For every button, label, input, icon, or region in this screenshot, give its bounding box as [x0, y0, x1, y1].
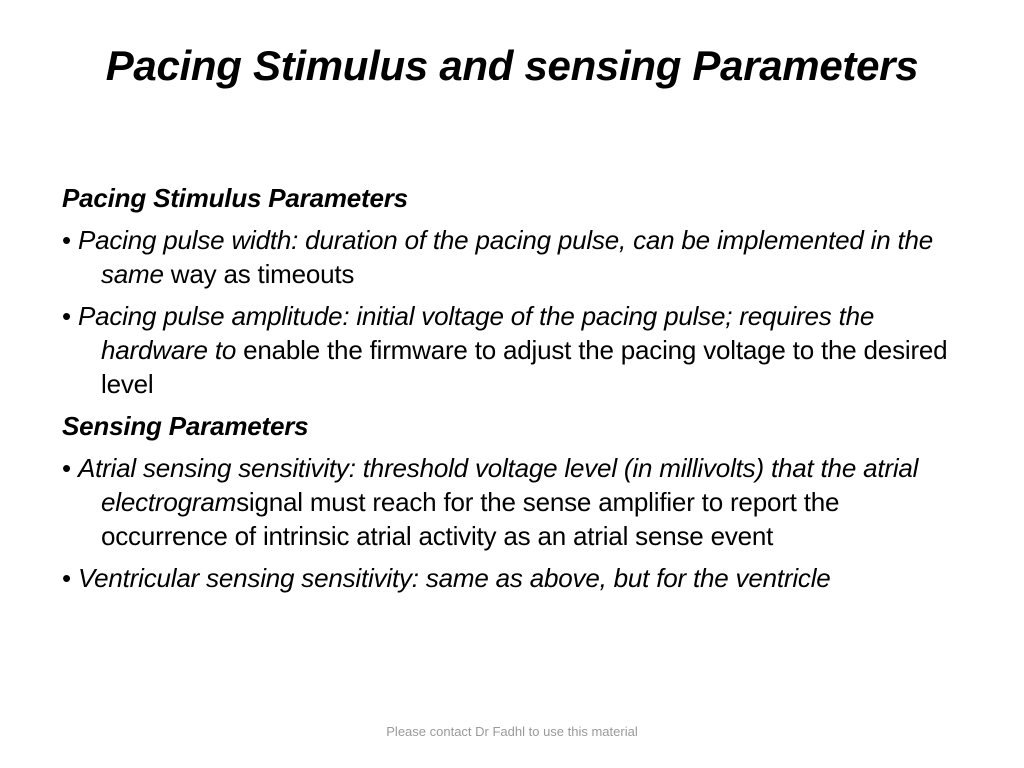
- bullet-pacing-pulse-amplitude: [62, 299, 962, 401]
- bullet-italic-text: Pacing pulse amplitude: initial voltage of the pacing pulse; requires the hardware to: [77, 301, 875, 365]
- bullet-marker: •: [62, 563, 71, 593]
- bullet-regular-text: signal must reach for the sense amplifier to report the occurrence of intrinsic atrial activity as an atrial sense event: [101, 487, 840, 551]
- section-heading-sensing: Sensing Parameters: [62, 411, 309, 441]
- bullet-atrial-sensing-sensitivity: [62, 451, 962, 553]
- bullet-marker: •: [62, 301, 71, 331]
- bullet-marker: •: [62, 453, 71, 483]
- bullet-ventricular-sensing-sensitivity: [62, 561, 962, 595]
- bullet-italic-text: Ventricular sensing sensitivity: same as above, but for the ventricle: [77, 563, 831, 593]
- bullet-regular-text: way as timeouts: [163, 259, 355, 289]
- slide-body: [62, 181, 962, 603]
- bullet-italic-text: Pacing pulse width: duration of the pacing pulse, can be implemented in the same: [77, 225, 934, 289]
- slide-title: Pacing Stimulus and sensing Parameters: [105, 42, 919, 89]
- section-heading-pacing-stimulus: Pacing Stimulus Parameters: [62, 183, 408, 213]
- bullet-regular-text: enable the firmware to adjust the pacing voltage to the desired level: [101, 335, 948, 399]
- bullet-pacing-pulse-width: [62, 223, 962, 291]
- bullet-marker: •: [62, 225, 71, 255]
- bullet-italic-text: Atrial sensing sensitivity: threshold voltage level (in millivolts) that the atrial electrogram: [77, 453, 919, 517]
- footer-note: Please contact Dr Fadhl to use this material: [386, 724, 638, 739]
